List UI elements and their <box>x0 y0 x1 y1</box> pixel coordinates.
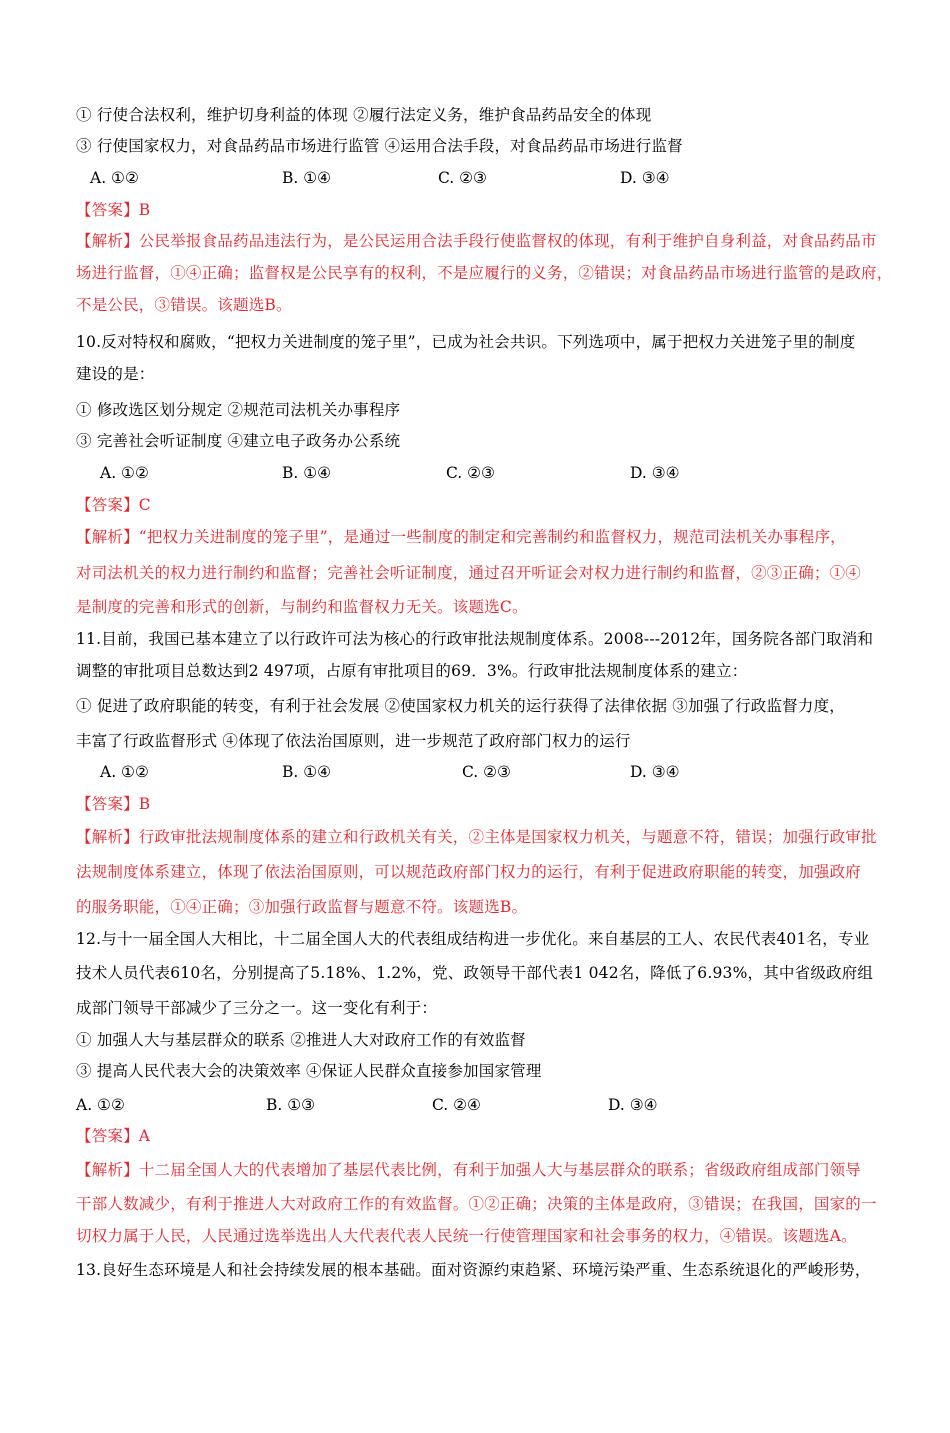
q10-options <box>0 462 950 484</box>
q10-answer: 【答案】C <box>76 496 151 514</box>
q9-option-d: D. ③④ <box>620 169 670 187</box>
q12-option-a: A. ①② <box>76 1096 125 1114</box>
q11-options <box>0 761 950 783</box>
q11-option-a: A. ①② <box>100 763 149 781</box>
q12-analysis-line-2: 干部人数减少，有利于推进人大对政府工作的有效监督。①②正确；决策的主体是政府，③错误；在我国，国家的一 <box>76 1195 877 1213</box>
q9-analysis-line-2: 场进行监督，①④正确；监督权是公民享有的权利，不是应履行的义务，②错误；对食品药品市场进行监管的是政府， <box>76 264 893 282</box>
q10-analysis-line-3: 是制度的完善和形式的创新，与制约和监督权力无关。该题选C。 <box>76 598 528 616</box>
q11-analysis-line-2: 法规制度体系建立，体现了依法治国原则，可以规范政府部门权力的运行，有利于促进政府职能的转变，加强政府 <box>76 863 862 881</box>
q9-options <box>0 167 950 189</box>
q10-question-line-1: 10.反对特权和腐败，“把权力关进制度的笼子里”，已成为社会共识。下列选项中，属于把权力关进笼子里的制度 <box>76 333 856 351</box>
q9-option-c: C. ②③ <box>438 169 487 187</box>
q12-answer: 【答案】A <box>76 1127 151 1145</box>
q10-analysis-line-2: 对司法机关的权力进行制约和监督；完善社会听证制度，通过召开听证会对权力进行制约和监督，②③正确；①④ <box>76 564 862 582</box>
q12-option-d: D. ③④ <box>608 1096 658 1114</box>
q11-option-b: B. ①④ <box>282 763 332 781</box>
q9-analysis-line-3: 不是公民，③错误。该题选B。 <box>76 296 292 314</box>
q10-option-c: C. ②③ <box>446 464 495 482</box>
q12-analysis-line-3: 切权力属于人民，人民通过选举选出人大代表代表人民统一行使管理国家和社会事务的权力，④错误。该题选A。 <box>76 1227 857 1245</box>
q9-statement-line-2: ③ 行使国家权力，对食品药品市场进行监管 ④运用合法手段，对食品药品市场进行监督 <box>76 137 683 155</box>
q12-analysis-line-1: 【解析】十二届全国人大的代表增加了基层代表比例，有利于加强人大与基层群众的联系；省级政府组成部门领导 <box>76 1161 862 1179</box>
q11-question-line-2: 调整的审批项目总数达到2 497项，占原有审批项目的69．3%。行政审批法规制度体系的建立： <box>76 662 748 680</box>
q11-statement-line-1: ① 促进了政府职能的转变，有利于社会发展 ②使国家权力机关的运行获得了法律依据 ③加强了行政监督力度， <box>76 697 845 715</box>
q12-statement-line-1: ① 加强人大与基层群众的联系 ②推进人大对政府工作的有效监督 <box>76 1031 526 1049</box>
q12-question-line-1: 12.与十一届全国人大相比，十二届全国人大的代表组成结构进一步优化。来自基层的工人、农民代表401名，专业 <box>76 930 870 948</box>
q11-answer: 【答案】B <box>76 795 151 813</box>
q12-option-c: C. ②④ <box>432 1096 481 1114</box>
q10-option-a: A. ①② <box>100 464 149 482</box>
q10-option-b: B. ①④ <box>282 464 332 482</box>
q10-analysis-line-1: 【解析】“把权力关进制度的笼子里”，是通过一些制度的制定和完善制约和监督权力，规范司法机关办事程序， <box>76 528 846 546</box>
q12-option-b: B. ①③ <box>266 1096 316 1114</box>
q11-option-c: C. ②③ <box>462 763 511 781</box>
q12-question-line-2: 技术人员代表610名，分别提高了5.18%、1.2%，党、政领导干部代表1 042名，降低了6.93%，其中省级政府组 <box>76 964 874 982</box>
q10-option-d: D. ③④ <box>630 464 680 482</box>
q9-answer: 【答案】B <box>76 201 151 219</box>
q11-option-d: D. ③④ <box>630 763 680 781</box>
q9-option-a: A. ①② <box>90 169 139 187</box>
q13-question-line-1: 13.良好生态环境是人和社会持续发展的根本基础。面对资源约束趋紧、环境污染严重、生态系统退化的严峻形势， <box>76 1261 871 1279</box>
q12-question-line-3: 成部门领导干部减少了三分之一。这一变化有利于： <box>76 999 438 1017</box>
q10-statement-line-2: ③ 完善社会听证制度 ④建立电子政务办公系统 <box>76 432 401 450</box>
q12-options <box>0 1094 950 1116</box>
q11-statement-line-2: 丰富了行政监督形式 ④体现了依法治国原则，进一步规范了政府部门权力的运行 <box>76 732 631 750</box>
q10-statement-line-1: ① 修改选区划分规定 ②规范司法机关办事程序 <box>76 401 401 419</box>
q10-question-line-2: 建设的是： <box>76 365 155 383</box>
q9-analysis-line-1: 【解析】公民举报食品药品违法行为，是公民运用合法手段行使监督权的体现，有利于维护自身利益，对食品药品市 <box>76 232 877 250</box>
q9-option-b: B. ①④ <box>282 169 332 187</box>
q11-question-line-1: 11.目前，我国已基本建立了以行政许可法为核心的行政审批法规制度体系。2008---2012年，国务院各部门取消和 <box>76 630 874 648</box>
q12-statement-line-2: ③ 提高人民代表大会的决策效率 ④保证人民群众直接参加国家管理 <box>76 1062 542 1080</box>
q11-analysis-line-3: 的服务职能，①④正确；③加强行政监督与题意不符。该题选B。 <box>76 898 528 916</box>
q9-statement-line-1: ① 行使合法权利，维护切身利益的体现 ②履行法定义务，维护食品药品安全的体现 <box>76 106 652 124</box>
q11-analysis-line-1: 【解析】行政审批法规制度体系的建立和行政机关有关，②主体是国家权力机关，与题意不符，错误；加强行政审批 <box>76 828 877 846</box>
